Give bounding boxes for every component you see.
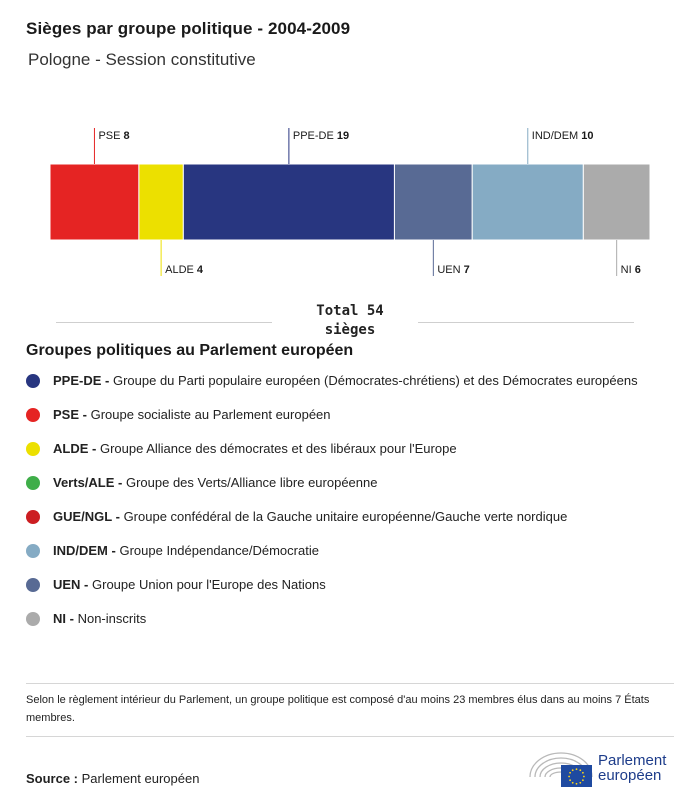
ind-dem-color-dot <box>26 544 40 558</box>
legend-abbr: Verts/ALE - <box>53 475 123 490</box>
seats-stacked-bar-chart <box>0 0 700 300</box>
legend-item-uen <box>26 576 646 594</box>
logo-wordmark <box>598 753 666 783</box>
data-label-alde: ALDE 4 <box>165 264 204 276</box>
data-label-ind-dem: IND/DEM 10 <box>531 130 594 142</box>
total-divider-right <box>418 322 634 323</box>
bar-segment-ind-dem <box>472 164 583 240</box>
legend-list <box>26 372 646 628</box>
data-label-uen: UEN 7 <box>437 264 470 276</box>
european-parliament-logo <box>528 745 678 789</box>
legend-abbr: GUE/NGL - <box>53 509 120 524</box>
footer-divider-bottom <box>26 736 674 737</box>
ni-color-dot <box>26 612 40 626</box>
bar-segment-alde <box>139 164 183 240</box>
legend-item-ppe-de <box>26 372 646 390</box>
legend-text: Groupe du Parti populaire européen (Démocrates-chrétiens) et des Démocrates européens <box>112 373 638 388</box>
data-label-ni: NI 6 <box>620 264 641 276</box>
hemicycle-flag-icon <box>528 745 594 789</box>
legend-text: Groupe des Verts/Alliance libre européenne <box>125 475 378 490</box>
logo-line-1: Parlement <box>598 752 667 769</box>
total-label: Total 54 <box>316 303 384 319</box>
data-label-ppe-de: PPE-DE 19 <box>292 130 350 142</box>
legend-text: Groupe confédéral de la Gauche unitaire européenne/Gauche verte nordique <box>123 509 568 524</box>
legend-item-verts-ale <box>26 474 646 492</box>
chart-subtitle: Pologne - Session constitutive <box>28 50 256 69</box>
legend-item-pse <box>26 406 646 424</box>
legend-item-gue-ngl <box>26 508 646 526</box>
data-label-pse: PSE 8 <box>98 130 130 142</box>
legend-text: Groupe socialiste au Parlement européen <box>90 407 331 422</box>
total-divider-left <box>56 322 272 323</box>
legend-item-alde <box>26 440 646 458</box>
bar-segment-pse <box>50 164 139 240</box>
legend-text: Non-inscrits <box>77 611 147 626</box>
bar-segment-ppe-de <box>183 164 394 240</box>
legend-abbr: PPE-DE - <box>53 373 110 388</box>
total-unit: sièges <box>324 322 376 338</box>
bar-segment-uen <box>394 164 472 240</box>
bar-segment-ni <box>583 164 650 240</box>
alde-color-dot <box>26 442 40 456</box>
footer-divider-top <box>26 683 674 684</box>
total-seats <box>290 302 410 340</box>
legend-abbr: PSE - <box>53 407 87 422</box>
legend-item-ni <box>26 610 646 628</box>
rules-note: Selon le règlement intérieur du Parlement, un groupe politique est composé d'au moins 23 membres élus dans au moins 7 États membres. <box>26 694 650 724</box>
gue-ngl-color-dot <box>26 510 40 524</box>
legend-title: Groupes politiques au Parlement européen <box>26 342 354 359</box>
legend-abbr: UEN - <box>53 577 89 592</box>
legend-text: Groupe Alliance des démocrates et des libéraux pour l'Europe <box>99 441 457 456</box>
legend-abbr: IND/DEM - <box>53 543 116 558</box>
legend-abbr: NI - <box>53 611 74 626</box>
legend-text: Groupe Indépendance/Démocratie <box>119 543 319 558</box>
source-text: Parlement européen <box>81 771 200 786</box>
uen-color-dot <box>26 578 40 592</box>
legend-abbr: ALDE - <box>53 441 97 456</box>
source-label: Source : <box>26 771 79 786</box>
source-line <box>26 771 199 786</box>
logo-line-2: européen <box>598 767 662 784</box>
chart-title: Sièges par groupe politique - 2004-2009 <box>26 19 351 38</box>
legend-text: Groupe Union pour l'Europe des Nations <box>92 577 326 592</box>
verts-ale-color-dot <box>26 476 40 490</box>
legend-item-ind-dem <box>26 542 646 560</box>
ppe-de-color-dot <box>26 374 40 388</box>
pse-color-dot <box>26 408 40 422</box>
